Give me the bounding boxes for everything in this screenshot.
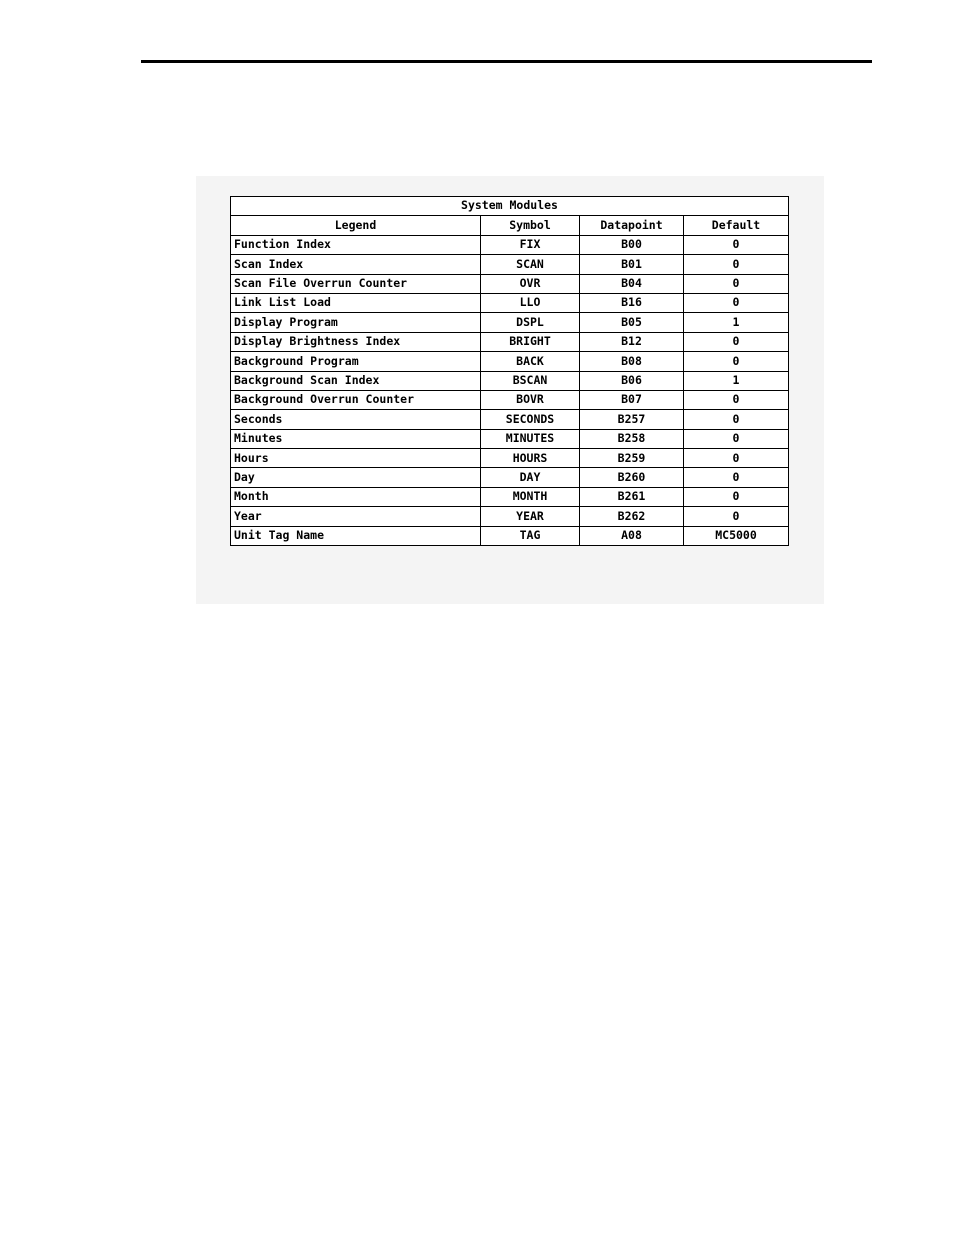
header-rule — [141, 60, 872, 63]
default-cell: 0 — [684, 390, 789, 409]
table-row — [231, 390, 789, 409]
datapoint-cell: A08 — [580, 526, 684, 545]
legend-cell: Scan File Overrun Counter — [231, 274, 481, 293]
legend-cell: Background Program — [231, 352, 481, 371]
symbol-cell: LLO — [481, 293, 580, 312]
default-cell: 0 — [684, 332, 789, 351]
symbol-cell: YEAR — [481, 507, 580, 526]
default-cell: 1 — [684, 313, 789, 332]
legend-cell: Background Overrun Counter — [231, 390, 481, 409]
symbol-cell: BOVR — [481, 390, 580, 409]
column-header-default: Default — [684, 216, 789, 235]
datapoint-cell: B12 — [580, 332, 684, 351]
datapoint-cell: B01 — [580, 255, 684, 274]
default-cell: 0 — [684, 293, 789, 312]
table-row — [231, 429, 789, 448]
default-cell: 0 — [684, 507, 789, 526]
default-cell: 0 — [684, 468, 789, 487]
default-cell: 0 — [684, 255, 789, 274]
column-header-symbol: Symbol — [481, 216, 580, 235]
legend-cell: Month — [231, 487, 481, 506]
default-cell: 0 — [684, 352, 789, 371]
datapoint-cell: B258 — [580, 429, 684, 448]
legend-cell: Day — [231, 468, 481, 487]
datapoint-cell: B262 — [580, 507, 684, 526]
table-row — [231, 255, 789, 274]
legend-cell: Seconds — [231, 410, 481, 429]
datapoint-cell: B16 — [580, 293, 684, 312]
datapoint-cell: B259 — [580, 449, 684, 468]
symbol-cell: TAG — [481, 526, 580, 545]
symbol-cell: MINUTES — [481, 429, 580, 448]
default-cell: 0 — [684, 429, 789, 448]
default-cell: MC5000 — [684, 526, 789, 545]
symbol-cell: HOURS — [481, 449, 580, 468]
symbol-cell: BACK — [481, 352, 580, 371]
symbol-cell: BRIGHT — [481, 332, 580, 351]
table-row — [231, 526, 789, 545]
legend-cell: Year — [231, 507, 481, 526]
legend-cell: Display Program — [231, 313, 481, 332]
symbol-cell: DAY — [481, 468, 580, 487]
table-row — [231, 371, 789, 390]
legend-cell: Hours — [231, 449, 481, 468]
symbol-cell: DSPL — [481, 313, 580, 332]
datapoint-cell: B07 — [580, 390, 684, 409]
legend-cell: Function Index — [231, 235, 481, 254]
symbol-cell: SECONDS — [481, 410, 580, 429]
datapoint-cell: B261 — [580, 487, 684, 506]
legend-cell: Scan Index — [231, 255, 481, 274]
datapoint-cell: B06 — [580, 371, 684, 390]
symbol-cell: FIX — [481, 235, 580, 254]
column-header-legend: Legend — [231, 216, 481, 235]
default-cell: 0 — [684, 274, 789, 293]
symbol-cell: BSCAN — [481, 371, 580, 390]
default-cell: 0 — [684, 449, 789, 468]
datapoint-cell: B08 — [580, 352, 684, 371]
table-row — [231, 313, 789, 332]
table-row — [231, 507, 789, 526]
table-row — [231, 410, 789, 429]
table-title: System Modules — [231, 197, 789, 216]
datapoint-cell: B00 — [580, 235, 684, 254]
legend-cell: Background Scan Index — [231, 371, 481, 390]
table-row — [231, 235, 789, 254]
datapoint-cell: B05 — [580, 313, 684, 332]
datapoint-cell: B04 — [580, 274, 684, 293]
table-title-row — [231, 197, 789, 216]
table-row — [231, 332, 789, 351]
column-header-datapoint: Datapoint — [580, 216, 684, 235]
system-modules-table — [230, 196, 789, 546]
table-row — [231, 352, 789, 371]
table-row — [231, 293, 789, 312]
table-row — [231, 468, 789, 487]
symbol-cell: OVR — [481, 274, 580, 293]
legend-cell: Link List Load — [231, 293, 481, 312]
legend-cell: Unit Tag Name — [231, 526, 481, 545]
datapoint-cell: B260 — [580, 468, 684, 487]
datapoint-cell: B257 — [580, 410, 684, 429]
table-header-row — [231, 216, 789, 235]
legend-cell: Minutes — [231, 429, 481, 448]
symbol-cell: MONTH — [481, 487, 580, 506]
legend-cell: Display Brightness Index — [231, 332, 481, 351]
table-row — [231, 274, 789, 293]
table-row — [231, 449, 789, 468]
symbol-cell: SCAN — [481, 255, 580, 274]
default-cell: 0 — [684, 235, 789, 254]
default-cell: 0 — [684, 487, 789, 506]
default-cell: 1 — [684, 371, 789, 390]
table-row — [231, 487, 789, 506]
default-cell: 0 — [684, 410, 789, 429]
